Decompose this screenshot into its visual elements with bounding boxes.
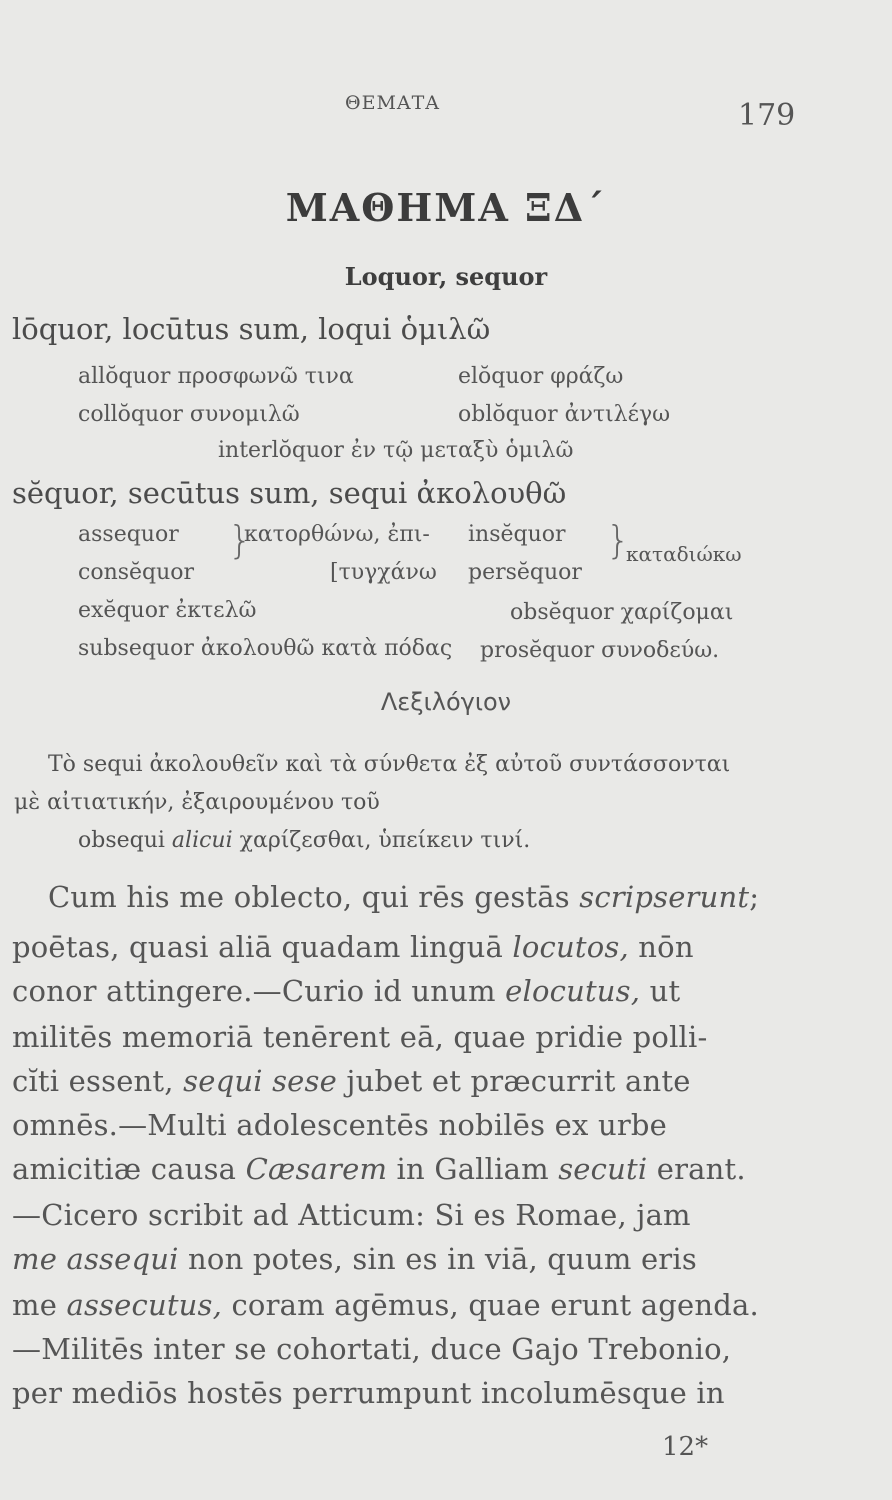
prose-italic: sequi sese bbox=[183, 1064, 337, 1098]
running-title: ΘΕΜΑΤΑ bbox=[345, 92, 441, 114]
prose-line-11: —Militēs inter se cohortati, duce Gajo Trebonio, bbox=[12, 1332, 732, 1366]
left-brace: } bbox=[228, 518, 253, 562]
prose-line-7 bbox=[12, 1152, 746, 1186]
prose-text: conor attingere.—Curio id unum bbox=[12, 974, 506, 1008]
vocab-consequor: consĕquor bbox=[78, 560, 195, 585]
prose-text: erant. bbox=[647, 1152, 746, 1186]
lesson-title: ΜΑΘΗΜΑ ΞΔ΄ bbox=[285, 185, 607, 230]
prose-text: cĭti essent, bbox=[12, 1064, 184, 1098]
prose-text: coram agēmus, quae erunt agenda. bbox=[222, 1288, 759, 1322]
prose-italic: locutos, bbox=[512, 930, 629, 964]
note-gloss: χαρίζεσθαι, ὑπείκειν τινί. bbox=[232, 828, 531, 853]
note-obsequi: obsequi bbox=[78, 828, 172, 853]
gloss-katorthono: κατορθώνω, ἐπι- bbox=[244, 522, 430, 547]
signature-mark: 12* bbox=[662, 1432, 709, 1462]
vocab-interloquor: interlŏquor ἐν τῷ μεταξὺ ὁμιλῶ bbox=[218, 438, 574, 463]
vocab-insequor: insĕquor bbox=[468, 522, 566, 547]
prose-line-8: —Cicero scribit ad Atticum: Si es Romae, jam bbox=[12, 1198, 691, 1232]
vocab-obloquor: oblŏquor ἀντιλέγω bbox=[458, 402, 671, 427]
prose-text: non potes, sin es in viā, quum eris bbox=[178, 1242, 697, 1276]
note-line-2: μὲ αἰτιατικήν, ἐξαιρουμένου τοῦ bbox=[14, 790, 380, 815]
gloss-tynchano: [τυγχάνω bbox=[330, 560, 437, 585]
prose-italic: me assequi bbox=[12, 1242, 179, 1276]
vocab-prosequor: prosĕquor συνοδεύω. bbox=[480, 638, 720, 663]
prose-text: in Galliam bbox=[387, 1152, 559, 1186]
prose-line-5 bbox=[12, 1064, 691, 1098]
sequor-principal-parts: sĕquor, secūtus sum, sequi ἀκολουθῶ bbox=[12, 476, 567, 510]
vocab-obsequor: obsĕquor χαρίζομαι bbox=[510, 600, 734, 625]
prose-italic: elocutus, bbox=[505, 974, 641, 1008]
note-line-1: Τὸ sequi ἀκολουθεῖν καὶ τὰ σύνθετα ἐξ αὐτοῦ συντάσσονται bbox=[48, 752, 731, 777]
note-line-3 bbox=[78, 828, 530, 853]
vocab-subsequor: subsequor ἀκολουθῶ κατὰ πόδας bbox=[78, 636, 453, 661]
prose-text: me bbox=[12, 1288, 67, 1322]
prose-line-3 bbox=[12, 974, 680, 1008]
prose-text: jubet et præcurrit ante bbox=[337, 1064, 691, 1098]
prose-text: ; bbox=[749, 880, 760, 914]
prose-italic: Cæsarem bbox=[245, 1152, 388, 1186]
prose-line-2 bbox=[12, 930, 694, 964]
prose-line-6: omnēs.—Multi adolescentēs nobilēs ex urbe bbox=[12, 1108, 668, 1142]
vocab-persequor: persĕquor bbox=[468, 560, 582, 585]
prose-italic: scripserunt bbox=[579, 880, 750, 914]
prose-italic: secuti bbox=[558, 1152, 648, 1186]
prose-text: Cum his me oblecto, qui rēs gestās bbox=[48, 880, 580, 914]
prose-italic: assecutus, bbox=[66, 1288, 223, 1322]
right-brace: } bbox=[606, 518, 631, 562]
vocab-eloquor: elŏquor φράζω bbox=[458, 364, 624, 389]
note-alicui: alicui bbox=[171, 828, 233, 853]
page-number: 179 bbox=[738, 98, 796, 133]
vocab-colloquor: collŏquor συνομιλῶ bbox=[78, 402, 300, 427]
gloss-katadioko: καταδιώκω bbox=[626, 542, 742, 566]
vocab-exequor: exĕquor ἐκτελῶ bbox=[78, 598, 257, 623]
loquor-principal-parts: lōquor, locūtus sum, loqui ὁμιλῶ bbox=[12, 312, 491, 346]
prose-line-9 bbox=[12, 1242, 697, 1276]
vocab-assequor: assequor bbox=[78, 522, 179, 547]
prose-text: poētas, quasi aliā quadam linguā bbox=[12, 930, 513, 964]
lexilogion-heading: Λεξιλόγιον bbox=[380, 688, 512, 716]
prose-text: amicitiæ causa bbox=[12, 1152, 246, 1186]
lesson-subtitle: Loquor, sequor bbox=[344, 262, 548, 291]
prose-text: ut bbox=[640, 974, 681, 1008]
prose-text: nōn bbox=[628, 930, 694, 964]
prose-line-1 bbox=[48, 880, 759, 914]
prose-line-10 bbox=[12, 1288, 759, 1322]
prose-line-12: per mediōs hostēs perrumpunt incolumēsque in bbox=[12, 1376, 725, 1410]
vocab-alloquor: allŏquor προσφωνῶ τινα bbox=[78, 364, 354, 389]
prose-line-4: militēs memoriā tenērent eā, quae pridie polli- bbox=[12, 1020, 708, 1054]
